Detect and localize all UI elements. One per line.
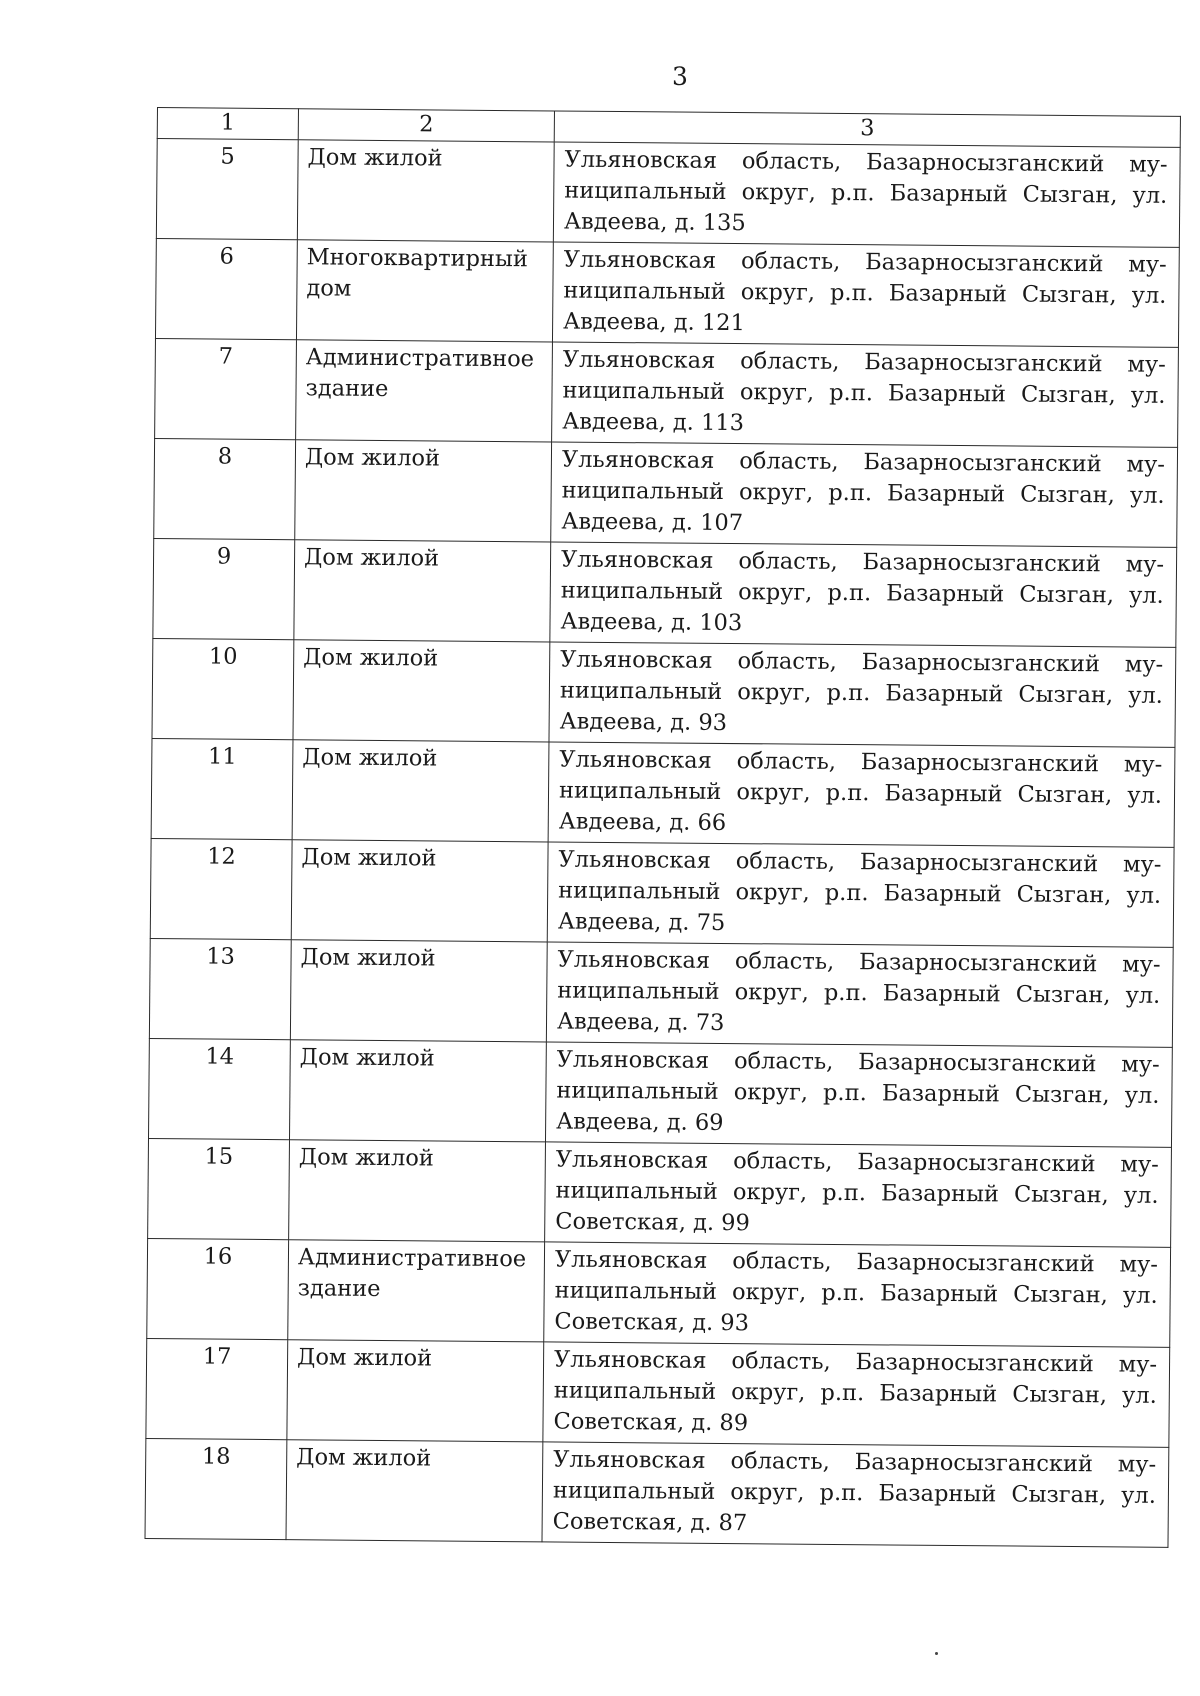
object-type-cell: Дом жилой (286, 1440, 543, 1542)
object-type-cell: Дом жилой (293, 640, 550, 742)
object-type-cell: Дом жилой (294, 540, 551, 642)
address-cell: Ульяновская область, Базарносызганский муниципальный округ, р.п. Базарный Сызган, ул. Авдеева, д. 121 (552, 242, 1179, 347)
row-number-cell: 7 (155, 338, 297, 439)
column-header-number: 1 (157, 108, 298, 140)
scan-speck (935, 1652, 938, 1655)
table-row (149, 938, 1173, 1047)
table-row (156, 139, 1180, 248)
table-row (147, 1238, 1171, 1347)
table-row (153, 538, 1177, 647)
row-number-cell: 16 (147, 1238, 289, 1339)
address-cell: Ульяновская область, Базарносызганский муниципальный округ, р.п. Базарный Сызган, ул. Авдеева, д. 75 (547, 842, 1174, 947)
table-row (155, 338, 1179, 447)
table-row (148, 1038, 1172, 1147)
row-number-cell: 17 (146, 1338, 288, 1439)
objects-table (145, 107, 1181, 1548)
row-number-cell: 12 (150, 838, 292, 939)
table-row (152, 638, 1176, 747)
table-row (150, 838, 1174, 947)
table-body (145, 139, 1180, 1548)
object-type-cell: Дом жилой (287, 1340, 544, 1442)
object-type-cell: Дом жилой (292, 740, 549, 842)
address-cell: Ульяновская область, Базарносызганский муниципальный округ, р.п. Базарный Сызган, ул. Авдеева, д. 73 (546, 942, 1173, 1047)
table-row (146, 1338, 1170, 1447)
address-cell: Ульяновская область, Базарносызганский муниципальный округ, р.п. Базарный Сызган, ул. Советская, д. 99 (545, 1142, 1172, 1247)
object-type-cell: Дом жилой (290, 940, 547, 1042)
column-header-type: 2 (298, 109, 554, 142)
table-row (155, 238, 1179, 347)
table-row (148, 1138, 1172, 1247)
object-type-cell: Дом жилой (291, 840, 548, 942)
object-type-cell: Дом жилой (297, 140, 554, 242)
table-row (154, 438, 1178, 547)
object-type-cell: Дом жилой (295, 440, 552, 542)
row-number-cell: 18 (145, 1438, 287, 1539)
object-type-cell: Административное здание (288, 1240, 545, 1342)
row-number-cell: 10 (152, 638, 294, 739)
row-number-cell: 6 (155, 238, 297, 339)
row-number-cell: 14 (148, 1038, 290, 1139)
address-cell: Ульяновская область, Базарносызганский муниципальный округ, р.п. Базарный Сызган, ул. Авдеева, д. 107 (551, 442, 1178, 547)
row-number-cell: 15 (148, 1138, 290, 1239)
row-number-cell: 5 (156, 139, 298, 240)
object-type-cell: Дом жилой (289, 1040, 546, 1142)
object-type-cell: Административное здание (296, 340, 553, 442)
address-cell: Ульяновская область, Базарносызганский муниципальный округ, р.п. Базарный Сызган, ул. Авдеева, д. 69 (545, 1042, 1172, 1147)
address-cell: Ульяновская область, Базарносызганский муниципальный округ, р.п. Базарный Сызган, ул. Авдеева, д. 93 (549, 642, 1176, 747)
row-number-cell: 11 (151, 738, 293, 839)
address-cell: Ульяновская область, Базарносызганский муниципальный округ, р.п. Базарный Сызган, ул. Авдеева, д. 66 (548, 742, 1175, 847)
row-number-cell: 9 (153, 538, 295, 639)
address-cell: Ульяновская область, Базарносызганский муниципальный округ, р.п. Базарный Сызган, ул. Советская, д. 87 (542, 1442, 1169, 1547)
address-cell: Ульяновская область, Базарносызганский муниципальный округ, р.п. Базарный Сызган, ул. Авдеева, д. 103 (550, 542, 1177, 647)
column-header-address: 3 (554, 111, 1180, 147)
object-type-cell: Дом жилой (289, 1140, 546, 1242)
address-cell: Ульяновская область, Базарносызганский муниципальный округ, р.п. Базарный Сызган, ул. Советская, д. 93 (544, 1242, 1171, 1347)
table-row (151, 738, 1175, 847)
table-row (145, 1438, 1169, 1547)
address-cell: Ульяновская область, Базарносызганский муниципальный округ, р.п. Базарный Сызган, ул. Авдеева, д. 135 (553, 142, 1180, 247)
address-cell: Ульяновская область, Базарносызганский муниципальный округ, р.п. Базарный Сызган, ул. Советская, д. 89 (543, 1342, 1170, 1447)
row-number-cell: 13 (149, 938, 291, 1039)
object-type-cell: Многоквартирный дом (296, 240, 553, 342)
row-number-cell: 8 (154, 438, 296, 539)
address-cell: Ульяновская область, Базарносызганский муниципальный округ, р.п. Базарный Сызган, ул. Авдеева, д. 113 (552, 342, 1179, 447)
page-number: 3 (672, 62, 688, 91)
